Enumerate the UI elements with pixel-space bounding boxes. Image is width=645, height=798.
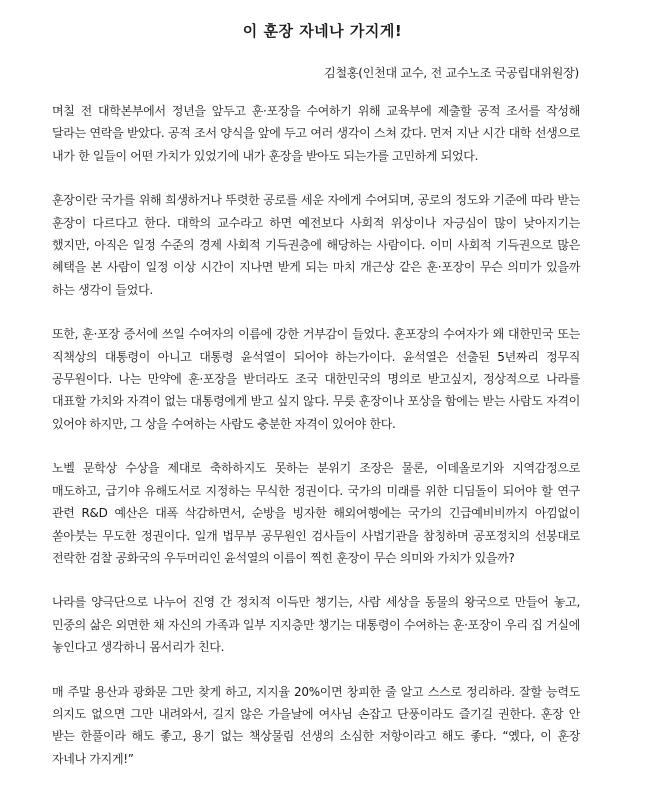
paragraph: 훈장이란 국가를 위해 희생하거나 뚜렷한 공로를 세운 자에게 수여되며, 공로의 정도와 기준에 따라 받는 훈장이 다르다고 한다. 대학의 교수라고 하면 예전보다 사회적 위상이나 자긍심이 많이 낮아지기는 했지만, 아직은 일정 수준의 경제 사회적 기득권층에 해당하는 사람이다. 이미 사회적 기득권으로 많은 혜택을 본 사람이 일정 이상 시간이 지나면 받게 되는 마치 개근상 같은 훈·포장이 무슨 의미가 있을까 하는 생각이 들었다. (52, 193, 580, 297)
paragraph: 매 주말 용산과 광화문 그만 찾게 하고, 지지율 20%이면 창피한 줄 알고 스스로 정리하라. 잘할 능력도 의지도 없으면 그만 내려와서, 길지 않은 가을날에 여사님 손잡고 단풍이라도 즐기길 권한다. 훈장 안 받는 한풀이라 해도 좋고, 용기 없는 책상물림 선생의 소심한 저항이라고 해도 좋다. “옜다, 이 훈장 자네나 가지게!” (52, 684, 580, 766)
article-title: 이 훈장 자네나 가지게! (242, 22, 403, 40)
paragraph: 또한, 훈·포장 증서에 쓰일 수여자의 이름에 강한 거부감이 들었다. 훈포장의 수여자가 왜 대한민국 또는 직책상의 대통령이 아니고 대통령 윤석열이 되어야 하는가이다. 윤석열은 선출된 5년짜리 정무직 공무원이다. 나는 만약에 훈·포장을 받더라도 조국 대한민국의 명의로 받고싶지, 정상적으로 나라를 대표할 가치와 자격이 없는 대통령에게 받고 싶지 않다. 무릇 훈장이나 포상을 함에는 받는 사람도 자격이 있어야 하지만, 그 상을 수여하는 사람도 충분한 자격이 있어야 한다. (52, 327, 580, 431)
paragraph: 노벨 문학상 수상을 제대로 축하하지도 못하는 분위기 조장은 물론, 이데올로기와 지역감정으로 매도하고, 급기야 유해도서로 지정하는 무식한 정권이다. 국가의 미래를 위한 디딤돌이 되어야 할 연구 관련 R&D 예산은 대폭 삭감하면서, 순방을 빙자한 해외여행에는 국가의 긴급예비비까지 아낌없이 쏟아붓는 무도한 정권이다. 일개 법무부 공무원인 검사들이 사법기관을 참칭하며 공포정치의 선봉대로 전락한 검찰 공화국의 우두머리인 윤석열의 이름이 찍힌 훈장이 무슨 의미와 가치가 있을까? (52, 461, 580, 565)
paragraph: 며칠 전 대학본부에서 정년을 앞두고 훈·포장을 수여하기 위해 교육부에 제출할 공적 조서를 작성해 달라는 연락을 받았다. 공적 조서 양식을 앞에 두고 여러 생각이 스쳐 갔다. 먼저 지난 시간 대학 선생으로 내가 한 일들이 어떤 가치가 있었기에 내가 훈장을 받아도 되는가를 고민하게 되었다. (52, 104, 580, 163)
author-byline: 김철홍(인천대 교수, 전 교수노조 국공립대위원장) (324, 66, 579, 80)
article-body (52, 100, 580, 792)
paragraph: 나라를 양극단으로 나누어 진영 간 정치적 이득만 챙기는, 사람 세상을 동물의 왕국으로 만들어 놓고, 민중의 삶은 외면한 채 자신의 가족과 일부 지지층만 챙기는 대통령이 수여하는 훈·포장이 우리 집 거실에 놓인다고 생각하니 몸서리가 친다. (52, 595, 580, 655)
